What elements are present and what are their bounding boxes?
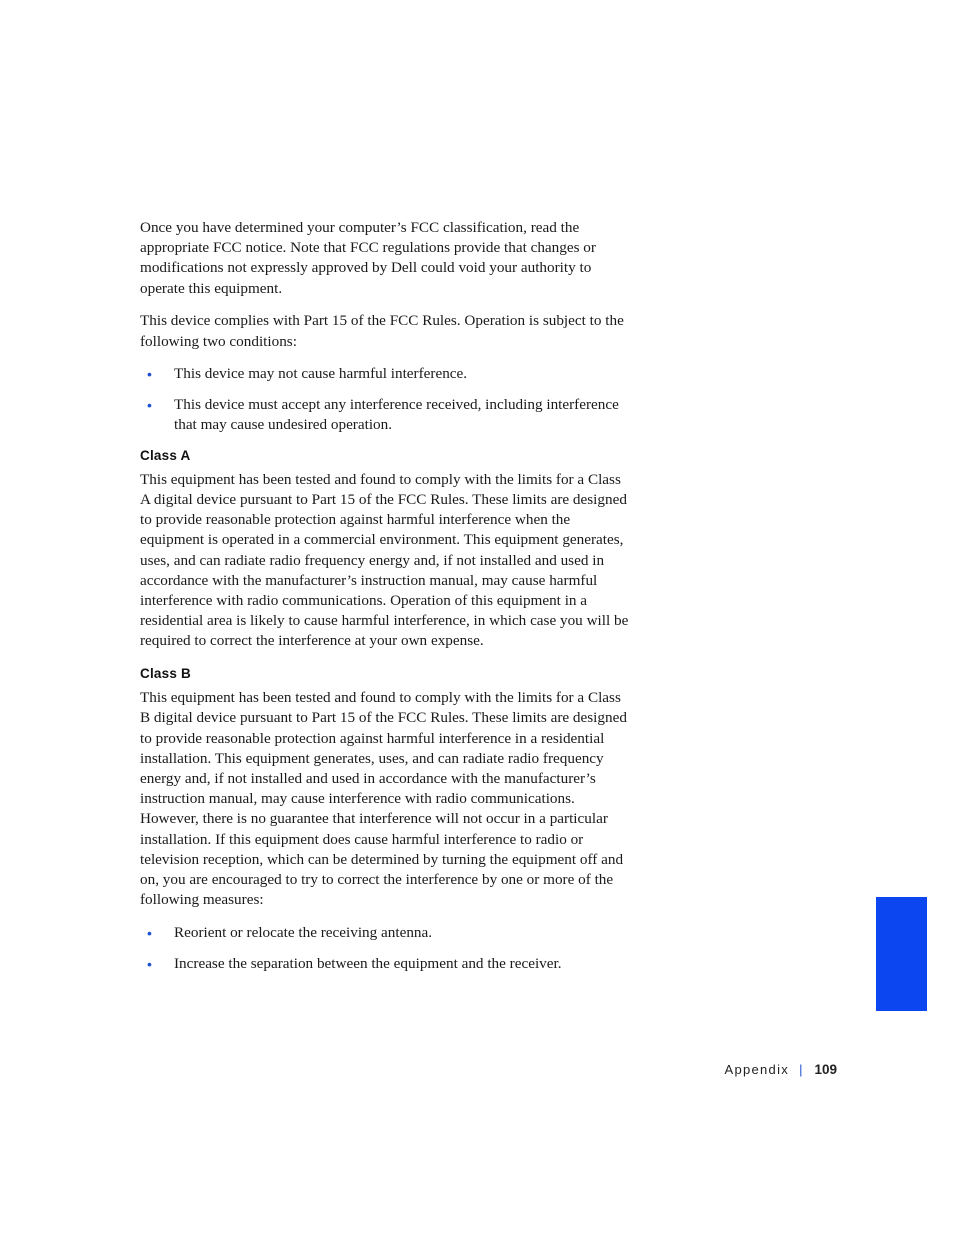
class-a-body: This equipment has been tested and found to comply with the limits for a Class A digital device pursuant to Part 15 of the FCC Rules. These limits are designed to provide reasonable protection against harmful interference when the equipment is operated in a commercial environment. This equipment generates, uses, and can radiate radio frequency energy and, if not installed and used in accordance with the manufacturer’s instruction manual, may cause harmful interference with radio communications. Operation of this equipment in a residential area is likely to cause harmful interference, in which case you will be required to correct the interference at your own expense. bbox=[140, 470, 629, 650]
class-a-heading: Class A bbox=[140, 447, 191, 463]
list-item bbox=[140, 954, 630, 974]
class-b-heading: Class B bbox=[140, 666, 191, 682]
conditions-list bbox=[140, 364, 630, 435]
bullet-icon: • bbox=[147, 396, 152, 413]
intro-paragraph: Once you have determined your computer’s FCC classification, read the appropriate FCC notice. Note that FCC regulations provide that changes or modifications not expressly approved by Dell could void your authority to operate this equipment. bbox=[140, 219, 596, 297]
list-item-text: Increase the separation between the equipment and the receiver. bbox=[174, 954, 562, 972]
class-b-body: This equipment has been tested and found to comply with the limits for a Class B digital device pursuant to Part 15 of the FCC Rules. These limits are designed to provide reasonable protection against harmful interference in a residential installation. This equipment generates, uses, and can radiate radio frequency energy and, if not installed and used in accordance with the manufacturer’s instruction manual, may cause interference with radio communications. However, there is no guarantee that interference will not occur in a particular installation. If this equipment does cause harmful interference to radio or television reception, which can be determined by turning the equipment off and on, you are encouraged to try to correct the interference by one or more of the following measures: bbox=[140, 689, 627, 909]
footer-separator: | bbox=[799, 1062, 803, 1077]
measures-list bbox=[140, 923, 630, 974]
footer-section-title: Appendix bbox=[724, 1062, 790, 1077]
page-footer bbox=[600, 1060, 837, 1080]
chapter-tab bbox=[876, 897, 927, 1011]
list-item-text: This device may not cause harmful interference. bbox=[174, 365, 468, 383]
list-item bbox=[140, 923, 630, 943]
list-item-text: This device must accept any interference received, including interference that may cause undesired operation. bbox=[174, 395, 619, 434]
bullet-icon: • bbox=[147, 924, 152, 941]
bullet-icon: • bbox=[147, 955, 152, 972]
list-item-text: Reorient or relocate the receiving antenna. bbox=[174, 923, 433, 941]
bullet-icon: • bbox=[147, 366, 152, 383]
list-item bbox=[140, 395, 630, 435]
page-content bbox=[140, 218, 630, 984]
list-item bbox=[140, 364, 630, 384]
compliance-paragraph: This device complies with Part 15 of the FCC Rules. Operation is subject to the following two conditions: bbox=[140, 312, 624, 350]
page-number: 109 bbox=[814, 1062, 837, 1077]
